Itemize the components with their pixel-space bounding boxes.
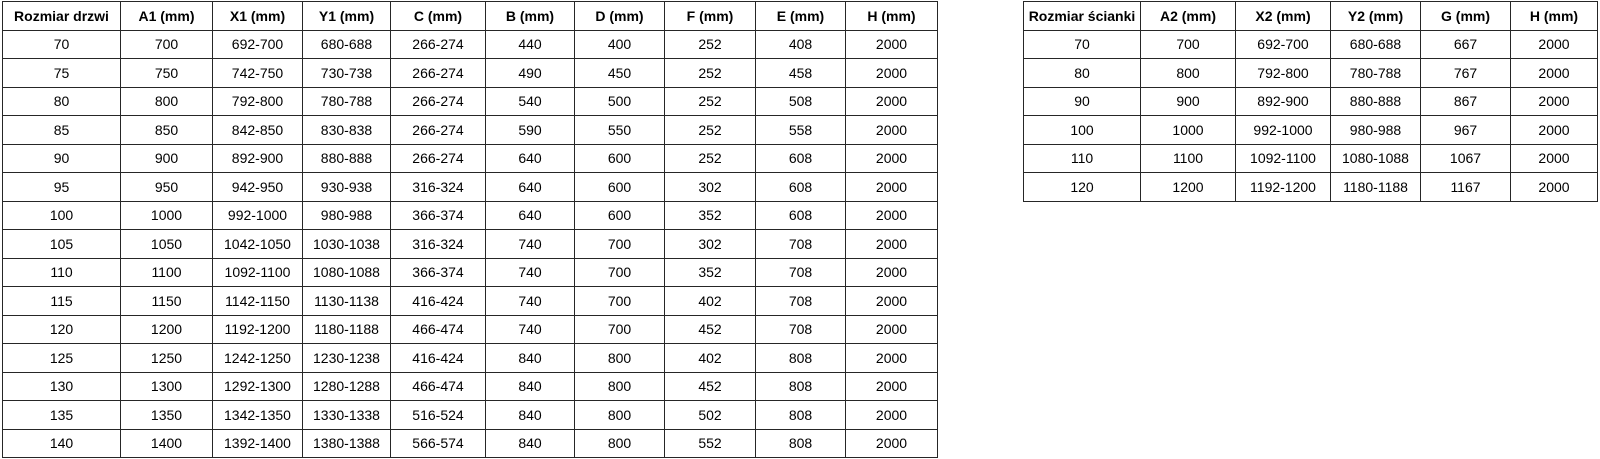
table-row (3, 315, 938, 344)
table-cell: 1392-1400 (213, 429, 303, 458)
header-cell: X1 (mm) (213, 2, 303, 31)
table-cell: 75 (3, 59, 121, 88)
table-cell: 1192-1200 (213, 315, 303, 344)
table-cell: 85 (3, 116, 121, 145)
header-cell: F (mm) (665, 2, 756, 31)
table-cell: 120 (3, 315, 121, 344)
table-cell: 266-274 (391, 59, 486, 88)
header-cell: G (mm) (1421, 2, 1511, 31)
table-row (3, 173, 938, 202)
header-cell: H (mm) (846, 2, 938, 31)
table-cell: 125 (3, 344, 121, 373)
table-row (1024, 173, 1598, 202)
table-cell: 140 (3, 429, 121, 458)
table-cell: 516-524 (391, 401, 486, 430)
table-cell: 740 (486, 230, 575, 259)
table-cell: 416-424 (391, 344, 486, 373)
table-cell: 440 (486, 30, 575, 59)
table-cell: 466-474 (391, 372, 486, 401)
header-cell: Rozmiar drzwi (3, 2, 121, 31)
table-cell: 867 (1421, 87, 1511, 116)
table-cell: 2000 (846, 230, 938, 259)
table-cell: 452 (665, 372, 756, 401)
table-row (3, 230, 938, 259)
table-cell: 808 (756, 372, 846, 401)
table-row (1024, 87, 1598, 116)
table-cell: 1030-1038 (303, 230, 391, 259)
table-cell: 840 (486, 372, 575, 401)
table-cell: 1192-1200 (1236, 173, 1331, 202)
table-cell: 608 (756, 201, 846, 230)
table-cell: 1000 (121, 201, 213, 230)
header-cell: Rozmiar ścianki (1024, 2, 1141, 31)
table-row (3, 344, 938, 373)
table-cell: 980-988 (1331, 116, 1421, 145)
table-cell: 1230-1238 (303, 344, 391, 373)
table-cell: 2000 (1511, 116, 1598, 145)
table-cell: 100 (1024, 116, 1141, 145)
table-cell: 558 (756, 116, 846, 145)
table-cell: 708 (756, 258, 846, 287)
table-cell: 266-274 (391, 116, 486, 145)
table-cell: 80 (3, 87, 121, 116)
header-cell: Y1 (mm) (303, 2, 391, 31)
table-cell: 252 (665, 59, 756, 88)
header-cell: X2 (mm) (1236, 2, 1331, 31)
table-cell: 640 (486, 144, 575, 173)
table-cell: 552 (665, 429, 756, 458)
header-cell: Y2 (mm) (1331, 2, 1421, 31)
table-cell: 780-788 (1331, 59, 1421, 88)
table-row (3, 144, 938, 173)
table-cell: 502 (665, 401, 756, 430)
header-cell: H (mm) (1511, 2, 1598, 31)
table-cell: 692-700 (1236, 30, 1331, 59)
table-cell: 2000 (1511, 173, 1598, 202)
table-cell: 100 (3, 201, 121, 230)
header-cell: E (mm) (756, 2, 846, 31)
table-cell: 608 (756, 173, 846, 202)
table-cell: 252 (665, 116, 756, 145)
table-cell: 566-574 (391, 429, 486, 458)
table-cell: 600 (575, 173, 665, 202)
table-cell: 1092-1100 (213, 258, 303, 287)
table-cell: 840 (486, 344, 575, 373)
table-cell: 880-888 (303, 144, 391, 173)
table-cell: 266-274 (391, 87, 486, 116)
table-row (3, 258, 938, 287)
table-cell: 700 (575, 258, 665, 287)
table-row (3, 116, 938, 145)
table-cell: 1400 (121, 429, 213, 458)
table-cell: 366-374 (391, 201, 486, 230)
table-cell: 692-700 (213, 30, 303, 59)
table-cell: 1350 (121, 401, 213, 430)
table-cell: 1092-1100 (1236, 144, 1331, 173)
table-cell: 135 (3, 401, 121, 430)
table-cell: 708 (756, 287, 846, 316)
header-row (3, 2, 938, 31)
table-cell: 792-800 (213, 87, 303, 116)
table-cell: 1130-1138 (303, 287, 391, 316)
table-cell: 2000 (846, 315, 938, 344)
table-cell: 840 (486, 429, 575, 458)
table-cell: 680-688 (1331, 30, 1421, 59)
table-cell: 110 (3, 258, 121, 287)
table-cell: 730-738 (303, 59, 391, 88)
table-cell: 2000 (846, 30, 938, 59)
table-cell: 640 (486, 173, 575, 202)
table-cell: 2000 (846, 87, 938, 116)
table-cell: 930-938 (303, 173, 391, 202)
table-cell: 590 (486, 116, 575, 145)
table-cell: 700 (121, 30, 213, 59)
table-cell: 2000 (1511, 59, 1598, 88)
table-cell: 740 (486, 287, 575, 316)
table-cell: 1150 (121, 287, 213, 316)
table-cell: 1100 (1141, 144, 1236, 173)
table-cell: 302 (665, 173, 756, 202)
table-cell: 892-900 (213, 144, 303, 173)
table-cell: 352 (665, 201, 756, 230)
table-row (3, 372, 938, 401)
table-cell: 105 (3, 230, 121, 259)
table-cell: 110 (1024, 144, 1141, 173)
table-cell: 800 (575, 401, 665, 430)
table-cell: 1242-1250 (213, 344, 303, 373)
table-cell: 2000 (846, 144, 938, 173)
table-cell: 316-324 (391, 230, 486, 259)
table-cell: 2000 (846, 116, 938, 145)
table-cell: 800 (121, 87, 213, 116)
table-cell: 2000 (846, 201, 938, 230)
table-cell: 800 (1141, 59, 1236, 88)
table-cell: 640 (486, 201, 575, 230)
table-cell: 252 (665, 87, 756, 116)
table-cell: 1167 (1421, 173, 1511, 202)
table-cell: 2000 (1511, 87, 1598, 116)
table-cell: 266-274 (391, 30, 486, 59)
header-cell: C (mm) (391, 2, 486, 31)
table-cell: 120 (1024, 173, 1141, 202)
table-cell: 1280-1288 (303, 372, 391, 401)
table-cell: 830-838 (303, 116, 391, 145)
table-row (3, 401, 938, 430)
table-row (3, 30, 938, 59)
table-cell: 1142-1150 (213, 287, 303, 316)
table-cell: 366-374 (391, 258, 486, 287)
table-cell: 708 (756, 230, 846, 259)
table-cell: 942-950 (213, 173, 303, 202)
table-cell: 800 (575, 429, 665, 458)
table-cell: 466-474 (391, 315, 486, 344)
table-cell: 90 (1024, 87, 1141, 116)
table-cell: 800 (575, 344, 665, 373)
table-cell: 608 (756, 144, 846, 173)
table-row (3, 87, 938, 116)
table-cell: 252 (665, 30, 756, 59)
table-cell: 1380-1388 (303, 429, 391, 458)
table-cell: 266-274 (391, 144, 486, 173)
table-cell: 1200 (121, 315, 213, 344)
table-cell: 2000 (1511, 30, 1598, 59)
table-cell: 1050 (121, 230, 213, 259)
table-cell: 808 (756, 344, 846, 373)
table-cell: 980-988 (303, 201, 391, 230)
table-row (3, 429, 938, 458)
table-row (1024, 59, 1598, 88)
header-row (1024, 2, 1598, 31)
table-cell: 700 (575, 315, 665, 344)
table-cell: 700 (575, 230, 665, 259)
table-cell: 508 (756, 87, 846, 116)
table-cell: 708 (756, 315, 846, 344)
table-cell: 490 (486, 59, 575, 88)
table-cell: 992-1000 (213, 201, 303, 230)
table-cell: 408 (756, 30, 846, 59)
table-cell: 2000 (846, 173, 938, 202)
table-cell: 95 (3, 173, 121, 202)
table-cell: 80 (1024, 59, 1141, 88)
table-cell: 900 (1141, 87, 1236, 116)
table-cell: 452 (665, 315, 756, 344)
table-cell: 840 (486, 401, 575, 430)
table-row (3, 201, 938, 230)
table-cell: 540 (486, 87, 575, 116)
table-cell: 316-324 (391, 173, 486, 202)
table-row (1024, 30, 1598, 59)
table-row (3, 287, 938, 316)
table-cell: 2000 (1511, 144, 1598, 173)
header-cell: B (mm) (486, 2, 575, 31)
table-cell: 1250 (121, 344, 213, 373)
table-cell: 680-688 (303, 30, 391, 59)
table-cell: 2000 (846, 401, 938, 430)
table-cell: 750 (121, 59, 213, 88)
table-cell: 842-850 (213, 116, 303, 145)
table-cell: 600 (575, 201, 665, 230)
table-cell: 740 (486, 258, 575, 287)
table-cell: 402 (665, 344, 756, 373)
table-cell: 400 (575, 30, 665, 59)
table-cell: 1330-1338 (303, 401, 391, 430)
header-cell: D (mm) (575, 2, 665, 31)
table-cell: 2000 (846, 372, 938, 401)
wall-dimensions-table (1023, 1, 1598, 202)
table-cell: 1000 (1141, 116, 1236, 145)
table-cell: 992-1000 (1236, 116, 1331, 145)
table-cell: 1080-1088 (303, 258, 391, 287)
table-cell: 1300 (121, 372, 213, 401)
table-cell: 950 (121, 173, 213, 202)
table-cell: 302 (665, 230, 756, 259)
table-cell: 1100 (121, 258, 213, 287)
table-cell: 2000 (846, 429, 938, 458)
table-cell: 792-800 (1236, 59, 1331, 88)
table-cell: 767 (1421, 59, 1511, 88)
table-cell: 850 (121, 116, 213, 145)
table-cell: 416-424 (391, 287, 486, 316)
table-row (1024, 144, 1598, 173)
table-row (3, 59, 938, 88)
table-cell: 742-750 (213, 59, 303, 88)
table-cell: 352 (665, 258, 756, 287)
table-cell: 600 (575, 144, 665, 173)
table-cell: 1080-1088 (1331, 144, 1421, 173)
table-cell: 1067 (1421, 144, 1511, 173)
table-cell: 800 (575, 372, 665, 401)
table-cell: 808 (756, 429, 846, 458)
table-cell: 458 (756, 59, 846, 88)
table-cell: 130 (3, 372, 121, 401)
table-cell: 808 (756, 401, 846, 430)
table-cell: 2000 (846, 258, 938, 287)
table-cell: 2000 (846, 59, 938, 88)
table-cell: 1180-1188 (303, 315, 391, 344)
table-cell: 2000 (846, 287, 938, 316)
table-cell: 90 (3, 144, 121, 173)
table-cell: 1200 (1141, 173, 1236, 202)
table-cell: 1342-1350 (213, 401, 303, 430)
table-cell: 892-900 (1236, 87, 1331, 116)
table-cell: 1042-1050 (213, 230, 303, 259)
table-cell: 967 (1421, 116, 1511, 145)
table-cell: 2000 (846, 344, 938, 373)
table-cell: 402 (665, 287, 756, 316)
table-cell: 1180-1188 (1331, 173, 1421, 202)
table-cell: 70 (1024, 30, 1141, 59)
door-dimensions-table (2, 1, 938, 458)
table-cell: 700 (1141, 30, 1236, 59)
table-cell: 740 (486, 315, 575, 344)
table-cell: 667 (1421, 30, 1511, 59)
table-cell: 70 (3, 30, 121, 59)
table-cell: 500 (575, 87, 665, 116)
table-cell: 880-888 (1331, 87, 1421, 116)
table-cell: 550 (575, 116, 665, 145)
table-cell: 1292-1300 (213, 372, 303, 401)
table-cell: 115 (3, 287, 121, 316)
table-cell: 252 (665, 144, 756, 173)
header-cell: A1 (mm) (121, 2, 213, 31)
header-cell: A2 (mm) (1141, 2, 1236, 31)
table-cell: 450 (575, 59, 665, 88)
table-row (1024, 116, 1598, 145)
table-cell: 900 (121, 144, 213, 173)
table-cell: 700 (575, 287, 665, 316)
table-cell: 780-788 (303, 87, 391, 116)
